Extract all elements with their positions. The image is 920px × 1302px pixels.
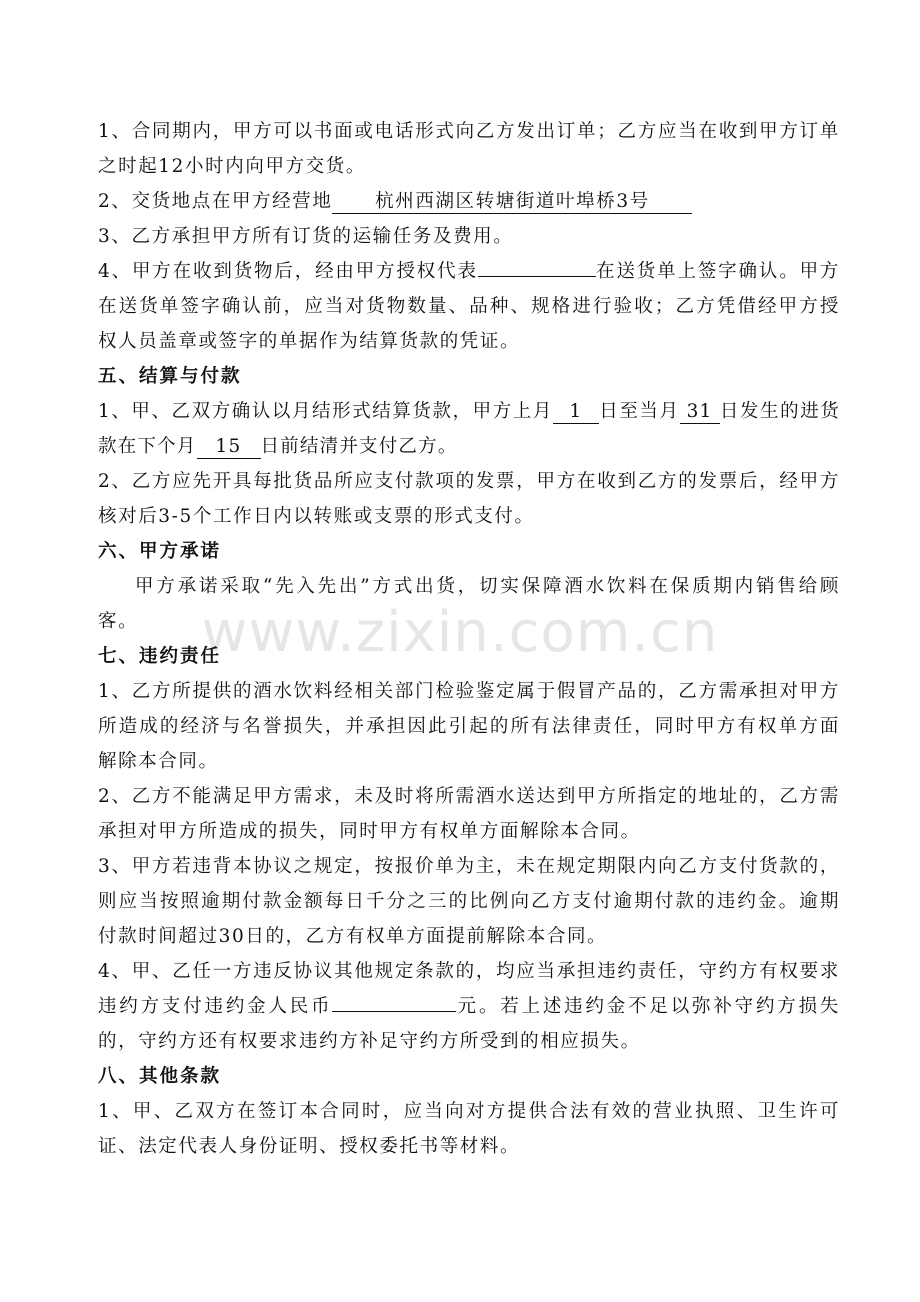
liability-clause-1: 1、乙方所提供的酒水饮料经相关部门检验鉴定属于假冒产品的，乙方需承担对甲方所造成的经济与名誉损失，并承担因此引起的所有法律责任，同时甲方有权单方面解除本合同。 xyxy=(98,681,840,772)
settlement-text-a: 1、甲、乙双方确认以月结形式结算货款，甲方上月 xyxy=(98,401,553,422)
penalty-amount-blank xyxy=(332,991,456,1012)
delivery-clause-4 xyxy=(98,254,840,359)
section-heading-settlement: 五、结算与付款 xyxy=(98,366,242,387)
promise-clause: 甲方承诺采取“先入先出”方式出货，切实保障酒水饮料在保质期内销售给顾客。 xyxy=(98,576,840,632)
liability-clause-4 xyxy=(98,954,840,1059)
watermark: www.zixin.com.cn xyxy=(201,600,719,665)
authorized-rep-blank xyxy=(478,256,596,277)
settlement-text-b: 日至当月 xyxy=(598,401,680,422)
delivery-address-field: 杭州西湖区转塘街道叶埠桥3号 xyxy=(332,191,692,214)
settlement-text-d: 日前结清并支付乙方。 xyxy=(260,436,458,457)
liability-clause-2: 2、乙方不能满足甲方需求，未及时将所需酒水送达到甲方所指定的地址的，乙方需承担对甲方所造成的损失，同时甲方有权单方面解除本合同。 xyxy=(98,786,840,842)
liability-clause-4-text: 4、甲、乙任一方违反协议其他规定条款的，均应当承担违约责任，守约方有权要求违约方支付违约金人民币 xyxy=(98,961,840,1017)
delivery-clause-2-text: 2、交货地点在甲方经营地 xyxy=(98,191,333,212)
section-heading-liability: 七、违约责任 xyxy=(98,646,222,667)
delivery-clause-3: 3、乙方承担甲方所有订货的运输任务及费用。 xyxy=(98,226,514,247)
delivery-clause-1: 1、合同期内，甲方可以书面或电话形式向乙方发出订单；乙方应当在收到甲方订单之时起12小时内向甲方交货。 xyxy=(98,121,840,177)
other-clause-1: 1、甲、乙双方在签订本合同时，应当向对方提供合法有效的营业执照、卫生许可证、法定代表人身份证明、授权委托书等材料。 xyxy=(98,1101,840,1157)
settlement-text-c: 日发生的进货款在下个月 xyxy=(98,401,840,457)
day-from-field: 1 xyxy=(553,401,599,424)
day-to-field: 31 xyxy=(680,401,720,424)
settlement-clause-2: 2、乙方应先开具每批货品所应支付款项的发票，甲方在收到乙方的发票后，经甲方核对后3-5个工作日内以转账或支票的形式支付。 xyxy=(98,471,840,527)
due-day-field: 15 xyxy=(197,436,261,459)
delivery-clause-4-rest: 在送货单上签字确认。甲方在送货单签字确认前，应当对货物数量、品种、规格进行验收；乙方凭借经甲方授权人员盖章或签字的单据作为结算货款的凭证。 xyxy=(98,261,841,352)
settlement-clause-1 xyxy=(98,394,840,464)
delivery-clause-2 xyxy=(98,184,840,219)
contract-page xyxy=(98,114,840,1164)
section-heading-promise: 六、甲方承诺 xyxy=(98,541,222,562)
liability-clause-3: 3、甲方若违背本协议之规定，按报价单为主，未在规定期限内向乙方支付货款的，则应当按照逾期付款金额每日千分之三的比例向乙方支付逾期付款的违约金。逾期付款时间超过30日的，乙方有权单方面提前解除本合同。 xyxy=(98,856,840,947)
delivery-clause-4-text: 4、甲方在收到货物后，经由甲方授权代表 xyxy=(98,261,478,282)
section-heading-other: 八、其他条款 xyxy=(98,1066,222,1087)
liability-clause-4-rest: 元。若上述违约金不足以弥补守约方损失的，守约方还有权要求违约方补足守约方所受到的相应损失。 xyxy=(98,996,840,1052)
